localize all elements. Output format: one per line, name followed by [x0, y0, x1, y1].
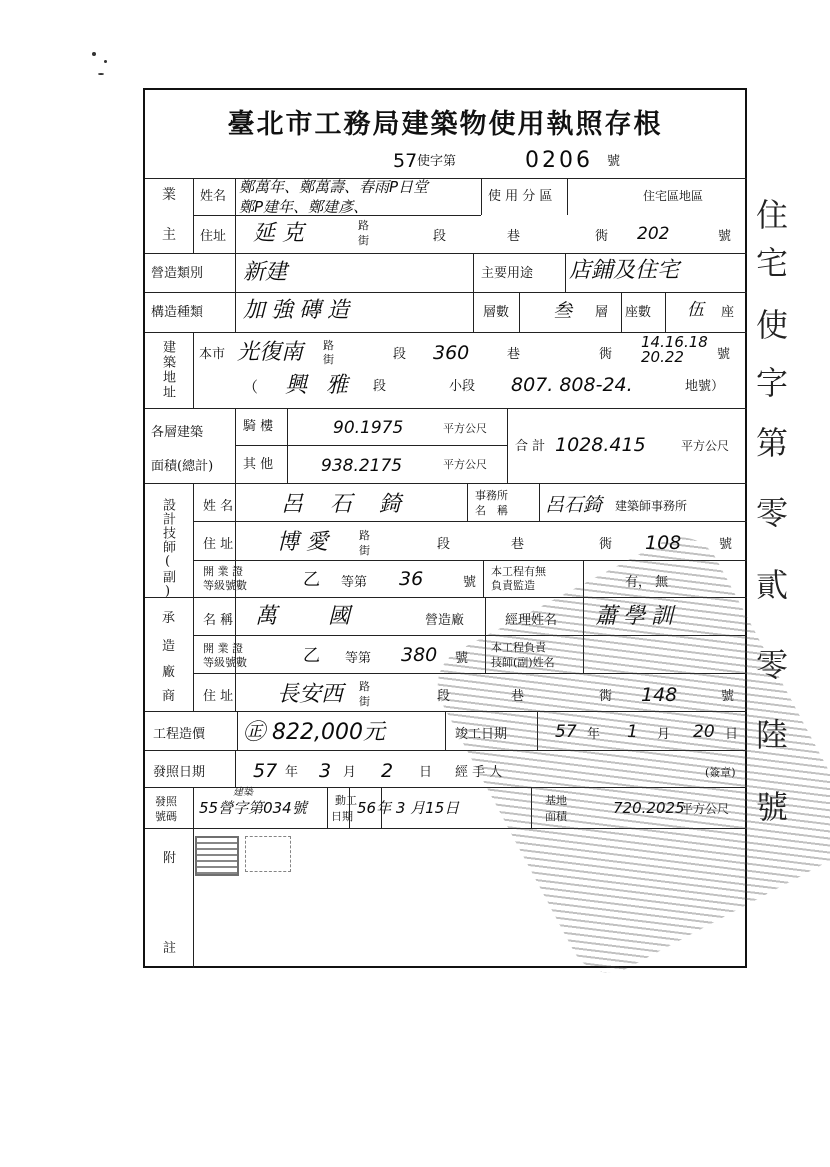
land-section-value: 興 雅 [285, 373, 354, 398]
completion-day-word: 日 [725, 727, 739, 742]
designer-road: 路 [359, 529, 370, 542]
site-lane: 巷 [507, 347, 521, 362]
site-street: 街 [323, 353, 334, 366]
designer-name-value: 呂 石 錡 [281, 492, 411, 517]
owner-number-word: 號 [718, 229, 732, 244]
prev-permit-label-1: 發照 [155, 795, 177, 808]
area-label-1: 各層建築 [151, 425, 204, 440]
permit-number: 0206 [525, 148, 593, 173]
contractor-license-number: 380 [401, 644, 438, 666]
arcade-value: 90.1975 [333, 418, 404, 438]
engineer-label-1: 本工程負責 [491, 641, 546, 654]
completion-month: 1 [627, 722, 638, 742]
permit-word: 使字第 [417, 154, 457, 169]
designer-section-word: 段 [437, 537, 451, 552]
remarks-label-bottom: 註 [163, 941, 177, 956]
contractor-name-value: 萬 國 [255, 604, 372, 629]
issue-day: 2 [381, 760, 394, 782]
designer-section: 設計技師(副) [160, 498, 175, 600]
owner-address-label: 住址 [200, 229, 227, 244]
side-text-char: 號 [756, 788, 789, 826]
side-text-char: 字 [756, 364, 789, 402]
structure-value: 加強磚造 [243, 298, 356, 323]
remarks-label-top: 附 [163, 851, 177, 866]
use-zone-value: 住宅區地區 [643, 189, 704, 203]
contractor-lane: 巷 [511, 689, 525, 704]
margin-mark [104, 60, 107, 63]
issue-day-word: 日 [419, 765, 433, 780]
contractor-street: 街 [359, 695, 370, 708]
buildings-value: 伍 [687, 300, 704, 320]
contractor-address-value: 長安西 [277, 682, 344, 707]
manager-label: 經理姓名 [505, 613, 558, 628]
floor-word: 層 [595, 305, 609, 320]
margin-mark [98, 73, 104, 75]
side-text-char: 零 [756, 494, 789, 532]
completion-year: 57 [555, 722, 577, 742]
designer-office-suffix: 建築師事務所 [615, 499, 688, 513]
other-unit: 平方公尺 [443, 458, 487, 471]
use-zone-label: 使 用 分 區 [488, 189, 553, 204]
engineer-label-2: 技師(副)姓名 [491, 656, 555, 669]
supervisor-label-1: 本工程有無 [491, 565, 546, 578]
cost-value: ㊣ 822,000元 [243, 720, 385, 745]
contractor-license-label-2: 等級號數 [203, 656, 247, 669]
site-lane-value: 360 [433, 342, 470, 364]
contractor-address-label: 住 址 [203, 689, 234, 704]
site-number-value-2: 20.22 [641, 348, 684, 366]
site-paren-open: （ [243, 378, 259, 396]
contractor-license-label-1: 開 業 證 [203, 642, 243, 655]
issue-month-word: 月 [343, 765, 357, 780]
signature-note: (簽章) [705, 766, 736, 779]
designer-license-word: 號 [463, 575, 477, 590]
prev-permit-note: 建築 [233, 787, 253, 798]
designer-address-label: 住 址 [203, 537, 234, 552]
designer-license-number: 36 [399, 568, 424, 590]
owner-name-value-2: 鄭P建年、鄭建彥、 [239, 198, 369, 216]
contractor-section-4: 商 [162, 689, 176, 704]
site-section-word: 段 [393, 347, 407, 362]
site-area-label-1: 基地 [545, 794, 567, 807]
issue-month: 3 [319, 760, 332, 782]
contractor-license-grade: 乙 [303, 646, 320, 666]
other-value: 938.2175 [321, 456, 403, 476]
arcade-unit: 平方公尺 [443, 422, 487, 435]
start-label-1: 動工 [335, 794, 357, 807]
arcade-label: 騎 樓 [243, 419, 274, 434]
issue-label: 發照日期 [153, 765, 206, 780]
main-use-value: 店鋪及住宅 [569, 258, 680, 283]
site-road: 路 [323, 339, 334, 352]
owner-street: 街 [358, 234, 369, 247]
side-text-char: 宅 [756, 244, 789, 282]
contractor-number-word: 號 [721, 689, 735, 704]
building-word: 座 [721, 305, 735, 320]
floors-value: 叁 [553, 300, 573, 322]
owner-section-bottom: 主 [162, 227, 176, 243]
designer-license-grade: 乙 [303, 570, 320, 590]
margin-mark [92, 52, 96, 56]
contractor-road: 路 [359, 680, 370, 693]
completion-month-word: 月 [657, 727, 671, 742]
floors-label: 層數 [483, 305, 510, 320]
owner-road: 路 [358, 219, 369, 232]
manager-value: 蕭學訓 [595, 604, 680, 629]
remarks-seal-stamp [195, 836, 239, 876]
owner-alley: 衖 [595, 229, 609, 244]
supervisor-label-2: 負責監造 [491, 579, 535, 592]
contractor-section-1: 承 [162, 611, 176, 626]
completion-day: 20 [693, 722, 715, 742]
contractor-factory-word: 營造廠 [425, 613, 465, 628]
designer-number-value: 108 [645, 532, 682, 554]
land-section-word: 段 [373, 379, 387, 394]
site-area-value: 720.2025 [613, 799, 685, 817]
start-value: 56年 3 月15日 [357, 799, 460, 817]
owner-address-value: 延 克 [253, 221, 304, 246]
contractor-section-word: 段 [437, 689, 451, 704]
buildings-label: 座數 [625, 305, 652, 320]
side-text-char: 陸 [756, 716, 789, 754]
contractor-name-label: 名 稱 [203, 613, 234, 628]
site-alley: 衖 [599, 347, 613, 362]
side-text-char: 第 [756, 424, 789, 462]
construction-type-label: 營造類別 [151, 266, 204, 281]
owner-name-label: 姓名 [200, 189, 227, 204]
start-label-2: 日期 [331, 810, 353, 823]
total-label: 合 計 [515, 439, 546, 454]
owner-name-value-1: 鄭萬年、鄭萬壽、春雨P日堂 [239, 178, 429, 196]
contractor-number-value: 148 [641, 684, 678, 706]
site-number-word: 號 [717, 347, 731, 362]
completion-label: 竣工日期 [455, 727, 508, 742]
owner-house-number: 202 [637, 224, 670, 244]
area-label-2: 面積(總計) [151, 459, 214, 474]
contractor-license-word: 號 [455, 651, 469, 666]
contractor-section-2: 造 [162, 639, 176, 654]
lot-word: 地號） [685, 379, 725, 394]
total-value: 1028.415 [555, 434, 646, 456]
handler-label: 經 手 人 [455, 765, 503, 780]
permit-year: 57 [393, 150, 418, 172]
contractor-alley: 衖 [599, 689, 613, 704]
site-city: 本市 [199, 347, 226, 362]
permit-suffix: 號 [607, 154, 621, 169]
contractor-license-mid: 等第 [345, 651, 372, 666]
owner-lane: 巷 [507, 229, 521, 244]
other-label: 其 他 [243, 457, 274, 472]
total-unit: 平方公尺 [681, 439, 730, 453]
contractor-section-3: 廠 [162, 665, 176, 680]
main-use-label: 主要用途 [481, 266, 534, 281]
structure-label: 構造種類 [151, 305, 204, 320]
designer-number-word: 號 [719, 537, 733, 552]
completion-year-word: 年 [587, 727, 601, 742]
designer-office-label-1: 事務所 [475, 489, 508, 502]
issue-year-word: 年 [285, 765, 299, 780]
site-road-value: 光復南 [237, 340, 304, 365]
prev-permit-value: 55營字第034號 [199, 799, 307, 817]
side-text-char: 住 [756, 196, 789, 234]
issue-year: 57 [253, 760, 278, 782]
sub-section-word: 小段 [449, 379, 476, 394]
side-text-char: 貳 [756, 566, 789, 604]
designer-license-label-1: 開 業 證 [203, 565, 243, 578]
designer-office-label-2: 名 稱 [475, 504, 508, 517]
cost-label: 工程造價 [153, 727, 206, 742]
remarks-seal-stamp [245, 836, 291, 872]
construction-type-value: 新建 [243, 260, 288, 285]
prev-permit-label-2: 號碼 [155, 810, 177, 823]
designer-lane: 巷 [511, 537, 525, 552]
designer-license-label-2: 等級號數 [203, 579, 247, 592]
site-number-value-1: 14.16.18 [641, 333, 708, 351]
site-area-unit: 平方公尺 [681, 802, 730, 816]
designer-name-label: 姓 名 [203, 499, 234, 514]
side-text-char: 零 [756, 646, 789, 684]
designer-license-mid: 等第 [341, 575, 368, 590]
owner-section-top: 業 [162, 187, 176, 203]
form-title: 臺北市工務局建築物使用執照存根 [227, 109, 663, 140]
designer-office-value: 呂石錡 [545, 494, 603, 516]
designer-address-value: 博 愛 [277, 530, 328, 555]
supervisor-value: 有， 無 [625, 575, 669, 590]
side-text-char: 使 [756, 306, 789, 344]
designer-street: 街 [359, 544, 370, 557]
site-label: 建築地址 [160, 340, 175, 400]
lot-value: 807. 808-24. [511, 374, 633, 396]
designer-alley: 衖 [599, 537, 613, 552]
site-area-label-2: 面積 [545, 810, 567, 823]
owner-section-word: 段 [433, 229, 447, 244]
